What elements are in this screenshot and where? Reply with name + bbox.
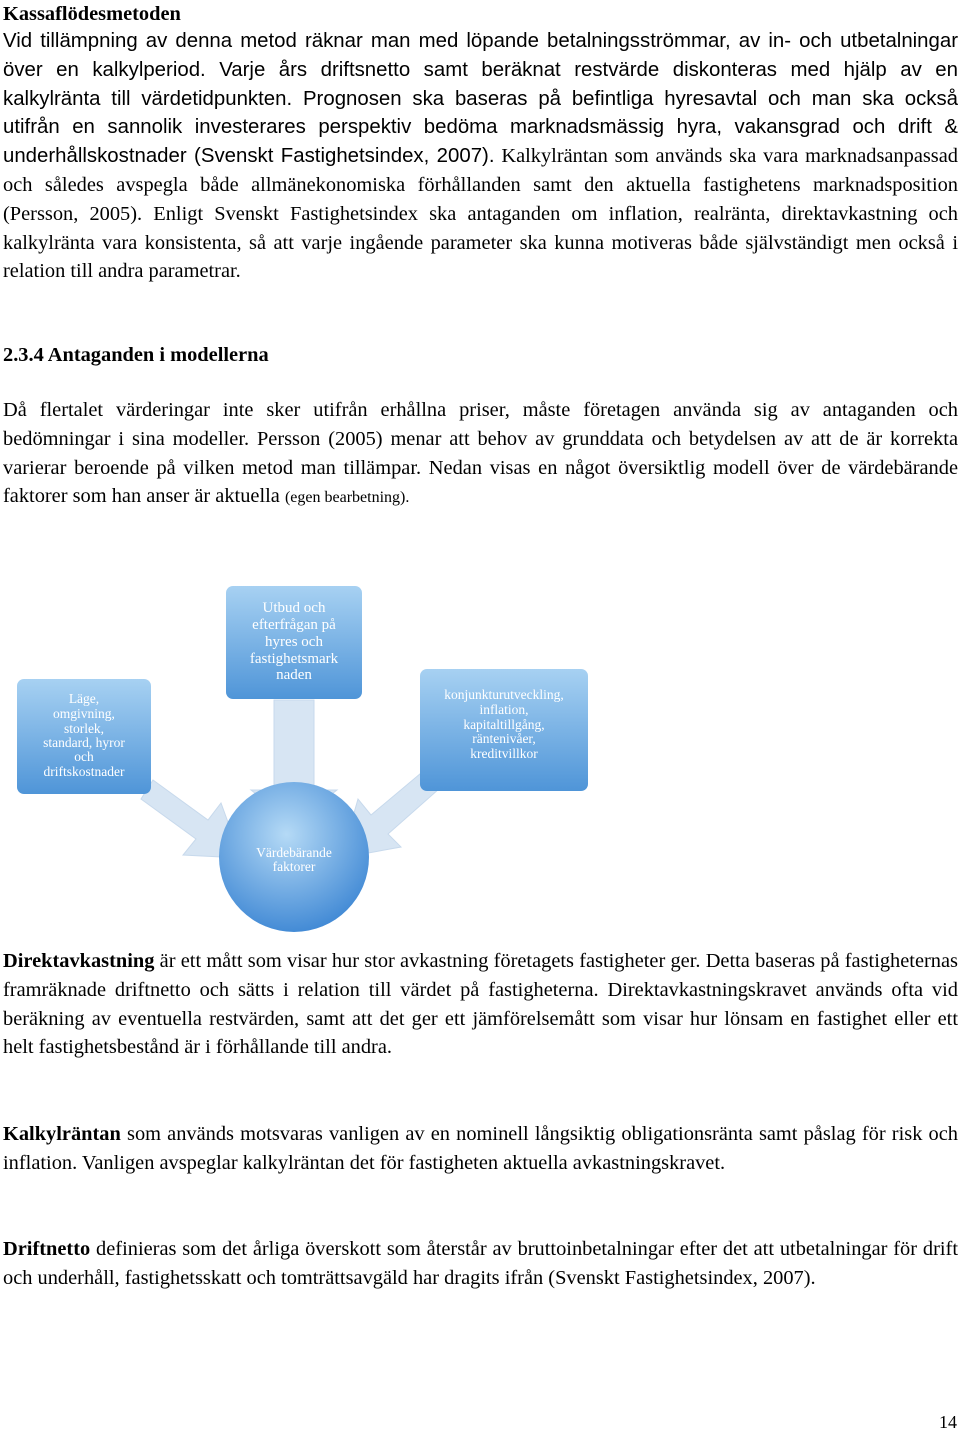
box-right-line-1: konjunkturutveckling, [444,687,564,702]
definition-text: är ett mått som visar hur stor avkastning företagets fastigheter ger. Detta baseras på fastigheternas framräknade driftnetto och sätts i relation till värdet på fastigheterna. Direktavkastningskravet används ofta vid beräkning av eventuella restvärden, samt att det ger ett jämförelsemått som visar hur lönsam en fastighet eller ett helt fastighetsbestånd är i förhållande till andra. [3,950,958,1059]
box-top-line-2: efterfrågan på [252,617,336,633]
box-left-line-5: och [74,749,94,764]
diagram-svg [3,575,960,935]
box-left-line-3: storlek, [63,721,105,736]
box-left-line-2: omgivning, [53,706,115,721]
circle-line-2: faktorer [272,859,316,874]
definition-term: Kalkylräntan [3,1123,121,1145]
document-page [3,0,958,1440]
definition-driftnetto [3,1235,958,1293]
box-right-line-4: räntenivåer, [472,731,536,746]
page-number: 14 [939,1412,957,1432]
paragraph-text: Då flertalet värderingar inte sker utifrån erhållna priser, måste företagen använda sig av antaganden och bedömningar i sina modeller. Persson (2005) menar att behov av grunddata och betydelsen av att de är korrekta varierar beroende på vilken metod man tillämpar. Nedan visas en något översiktlig modell över de värdebärande faktorer som han anser är aktuella [3,399,958,508]
definition-direktavkastning [3,947,958,1062]
box-right-line-3: kapitaltillgång, [463,717,545,732]
paragraph-text-sans-2: Prognosen ska baseras på befintliga hyresavtal och man ska också utifrån en sannolik investerares perspektiv bedöma marknadsmässig hyra, vakansgrad och drift & underhållskostnader (Svenskt Fastighetsindex, 2007). [3,87,959,168]
section-heading-kassaflodesmetoden: Kassaflödesmetoden [3,3,181,25]
box-top-line-3: hyres och [265,634,323,650]
box-right-line-2: inflation, [479,702,529,717]
definition-term: Driftnetto [3,1238,91,1260]
section-heading-antaganden: 2.3.4 Antaganden i modellerna [3,344,269,366]
circle-line-1: Värdebärande [256,845,332,860]
box-top-line-4: fastighetsmark [249,651,339,667]
box-left-line-1: Läge, [68,691,100,706]
box-right-line-5: kreditvillkor [470,746,538,761]
definition-text: som används motsvaras vanligen av en nominell långsiktig obligationsränta samt påslag för risk och inflation. Vanligen avspeglar kalkylräntan det för fastigheten aktuella avkastningskravet. [3,1123,958,1174]
box-left-line-6: driftskostnader [43,764,125,779]
definition-term: Direktavkastning [3,950,155,972]
paragraph-text-sans: Vid tillämpning av denna metod räknar man med löpande betalningsströmmar, av in- och utbetalningar över en kalkylperiod. Varje års driftsnetto samt beräknat restvärde diskonteras med hjälp av en kalkylränta till värdetidpunkten. [3,30,958,110]
paragraph-antaganden [3,396,958,513]
box-left-line-4: standard, hyror [43,735,125,750]
paragraph-kassaflode [3,27,958,286]
paragraph-text-serif: Kalkylräntan som används ska vara marknadsanpassad och således avspegla både allmänekonomiska förhållanden samt den aktuella fastighetens marknadsposition (Persson, 2005). Enligt Svenskt Fastighetsindex ska antaganden om inflation, realränta, direktavkastning och kalkylränta vara konsistenta, så att varje ingående parameter ska kunna motiveras både självständigt men också i relation till andra parametrar. [3,145,958,283]
definition-text: definieras som det årliga överskott som återstår av bruttoinbetalningar efter det att utbetalningar för drift och underhåll, fastighetsskatt och tomträttsavgäld har dragits ifrån (Svenskt Fastighetsindex, 2007). [3,1238,958,1289]
box-top-line-1: Utbud och [262,600,326,616]
box-top-line-5: naden [276,667,312,683]
paragraph-source-note: (egen bearbetning). [284,489,410,507]
definition-kalkylrantan [3,1120,958,1178]
value-factors-diagram [3,575,960,935]
